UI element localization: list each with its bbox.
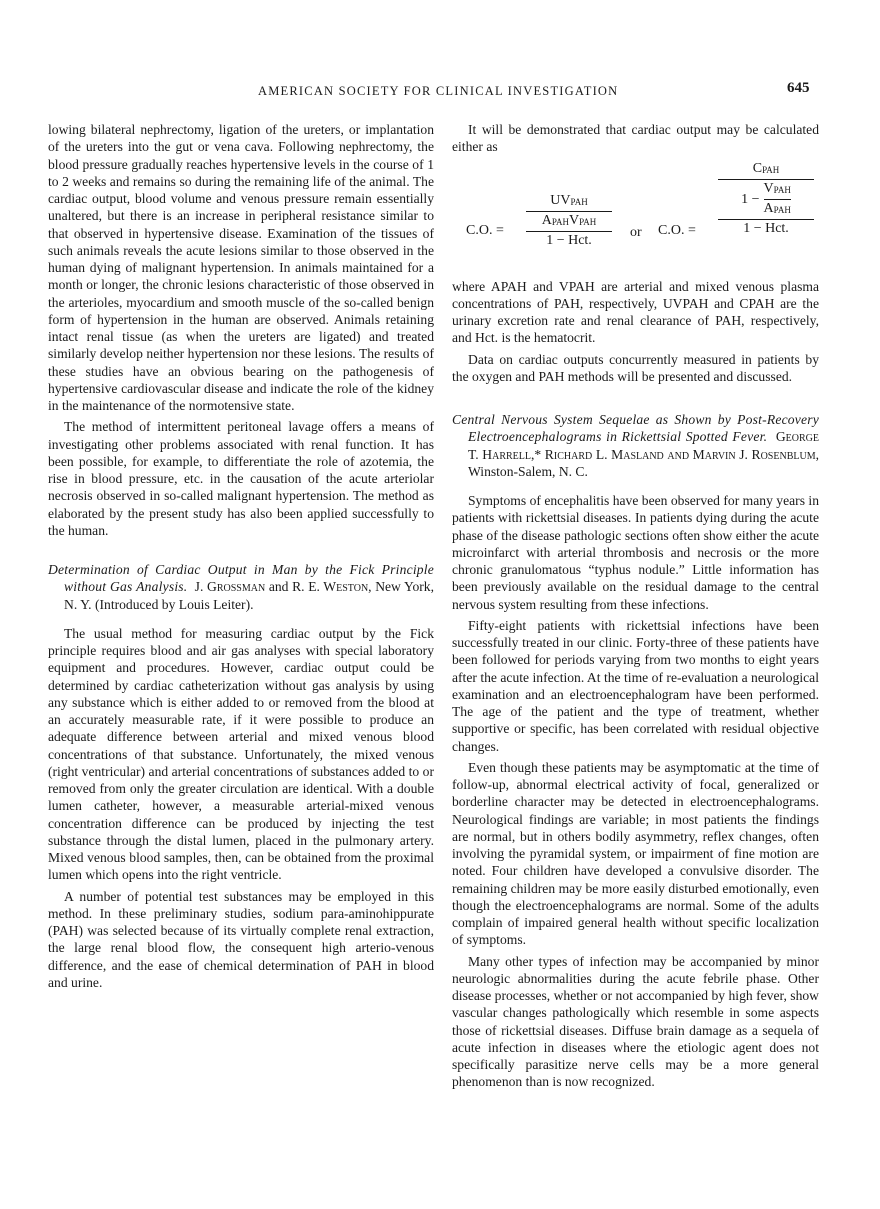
eq-sub: PAH <box>570 196 588 207</box>
eq-text: 1 − Hct. <box>718 219 814 237</box>
eq-text: 1 − <box>741 191 760 207</box>
paragraph: Data on cardiac outputs concurrently measured in patients by the oxygen and PAH methods will be presented and discussed. <box>452 351 819 384</box>
eq-sub: PAH <box>773 205 791 215</box>
eq-sub: PAH <box>762 164 780 175</box>
eq-lhs: C.O. = <box>658 222 696 238</box>
eq-text: V <box>569 212 580 228</box>
eq-sub: PAH <box>551 216 569 227</box>
fraction-2 <box>718 160 814 238</box>
eq-lhs: C.O. = <box>466 222 504 238</box>
paragraph: It will be demonstrated that cardiac output may be calculated either as <box>452 122 819 155</box>
paragraph: Symptoms of encephalitis have been observed for many years in patients with rickettsial diseases. In patients dying during the acute phase of the disease pathologic sections often show either the acute microinfarct with arterial thrombosis and necrosis or the more chronic granulomatous “typhus nodule.” Little information has been previously available on the residual damage to the central nervous system resulting from these infections. <box>452 493 819 612</box>
author: J. Grossman <box>194 579 266 595</box>
affiliation: , Winston-Salem, N. C. <box>468 446 819 479</box>
authors: George T. Harrell,* Richard L. Masland and Marvin J. Rosenblum <box>468 429 819 462</box>
eq-or: or <box>630 224 642 240</box>
article-heading <box>452 411 819 480</box>
paragraph: lowing bilateral nephrectomy, ligation of the ureters, or implantation of the ureters into the gut or vena cava. Following nephrectomy, the blood pressure gradually reaches hypertensive levels in the course of 1 to 2 weeks and remains so during the remaining life of the animal. The cardiac output, blood volume and venous pressure remain essentially unaltered, but there is an increase in peripheral resistance similar to that observed in hypertensive disease. Examination of the tissues of such animals reveals the acute lesions similar to those observed in the human dying of malignant hypertension. In animals maintained for a month or longer, the chronic lesions characteristic of those observed in the arterioles, myocardium and smooth muscle of the so-called benign form of hypertension in the human are observed. Animals retaining intact renal tissue (as when the ureters are ligated) and treated similarly develop neither hypertension nor these lesions. The results of these studies have an obvious bearing on the pathogenesis of hypertensive cardiovascular disease and indicate the role of the kidney in the maintenance of the normotensive state. <box>48 122 434 413</box>
eq-sub: PAH <box>579 216 597 227</box>
page-number: 645 <box>787 80 810 96</box>
paragraph: where APAH and VPAH are arterial and mixed venous plasma concentrations of PAH, respectively, UVPAH and CPAH are the urinary excretion rate and renal clearance of PAH, respectively, and Hct. is the hematocrit. <box>452 278 819 346</box>
paragraph: Fifty-eight patients with rickettsial infections have been successfully treated in our clinic. Forty-three of these patients have been followed for periods varying from two months to eight years after the acute infection. At the time of re-evaluation a neurological examination and an electroencephalogram have been performed. The age of the patient and the type of treatment, whether supportive or specific, has been correlated with residual objective changes. <box>452 617 819 754</box>
eq-sub: PAH <box>773 184 791 195</box>
eq-text: A <box>763 201 774 216</box>
paragraph: The usual method for measuring cardiac output by the Fick principle requires blood and air gas analyses with special laboratory equipment and procedures. However, cardiac output could be determined by cardiac catheterization without gas analysis by using any substance which is either added to or removed from the blood at an accurately measurable rate, if it were possible to produce an adequate difference between arterial and mixed venous blood concentrations of that substance. Unfortunately, the mixed venous (right ventricular) and arterial concentrations of substances added to or removed from only the greater circulation are identical. With a double lumen catheter, however, a measurable arterial-mixed venous concentration difference can be produced by injecting the test substance through the distal lumen, placed in the pulmonary artery. Mixed venous blood samples, then, can be obtained from the proximal lumen which opens into the right ventricle. <box>48 625 434 883</box>
affiliation: , New York, N. Y. (Introduced by Louis Leiter). <box>64 579 434 612</box>
eq-text: 1 − Hct. <box>526 231 612 249</box>
paragraph: Many other types of infection may be accompanied by minor neurologic abnormalities during the acute febrile phase. Other disease processes, whether or not accompanied by high fever, show vascular changes pathologically which resemble in some aspects those of rickettsial diseases. Diffuse brain damage as a sequela of acute infection in diseases where the etiologic agent does not specifically parasitize nerve cells may be a more general phenomenon than is now recognized. <box>452 953 819 1090</box>
paragraph: The method of intermittent peritoneal lavage offers a means of investigating other problems associated with renal function. It has been possible, for example, to differentiate the role of azotemia, the rise in blood pressure, etc. in the causation of the acute arteriolar necrosis observed in so-called malignant hypertension. The method as elaborated by the present study has also been applied successfully to the human. <box>48 419 434 538</box>
left-column <box>48 121 434 995</box>
running-header: AMERICAN SOCIETY FOR CLINICAL INVESTIGATION <box>258 84 619 98</box>
paragraph: A number of potential test substances may be employed in this method. In these preliminary studies, sodium para-aminohippurate (PAH) was selected because of its virtually complete renal extraction, the large renal blood flow, the consequent high arterio-venous difference, and the ease of chemical determination of PAH in blood and urine. <box>48 888 434 990</box>
right-column <box>452 121 819 1095</box>
paragraph: Even though these patients may be asymptomatic at the time of follow-up, abnormal electrical activity of focal, generalized or borderline character may be detected in electroencephalograms. Neurological findings are variable; in most patients the findings are normal, but in others bodily asymmetry, reflex changes, often involving the pyramidal system, or impairment of fine motion are noted. Four children have developed a convulsive disorder. The remaining children may be more easily disturbed emotionally, even though the electroencephalograms are normal. Some of the adults complain of impaired general health without specific localization of symptoms. <box>452 759 819 948</box>
article-title: Determination of Cardiac Output in Man by the Fick Principle without Gas Analysis. <box>48 562 434 595</box>
eq-text: C <box>752 160 763 176</box>
eq-text: V <box>763 180 774 196</box>
eq-text: A <box>541 212 552 228</box>
and: and <box>268 579 289 595</box>
cardiac-output-equations <box>452 160 819 270</box>
author: R. E. Weston <box>292 579 369 595</box>
article-title: Central Nervous System Sequelae as Shown by Post-Recovery Electroencephalograms in Rickettsial Spotted Fever. <box>452 412 819 445</box>
fraction-1 <box>526 192 612 250</box>
article-heading <box>48 561 434 613</box>
eq-text: UV <box>550 192 571 208</box>
